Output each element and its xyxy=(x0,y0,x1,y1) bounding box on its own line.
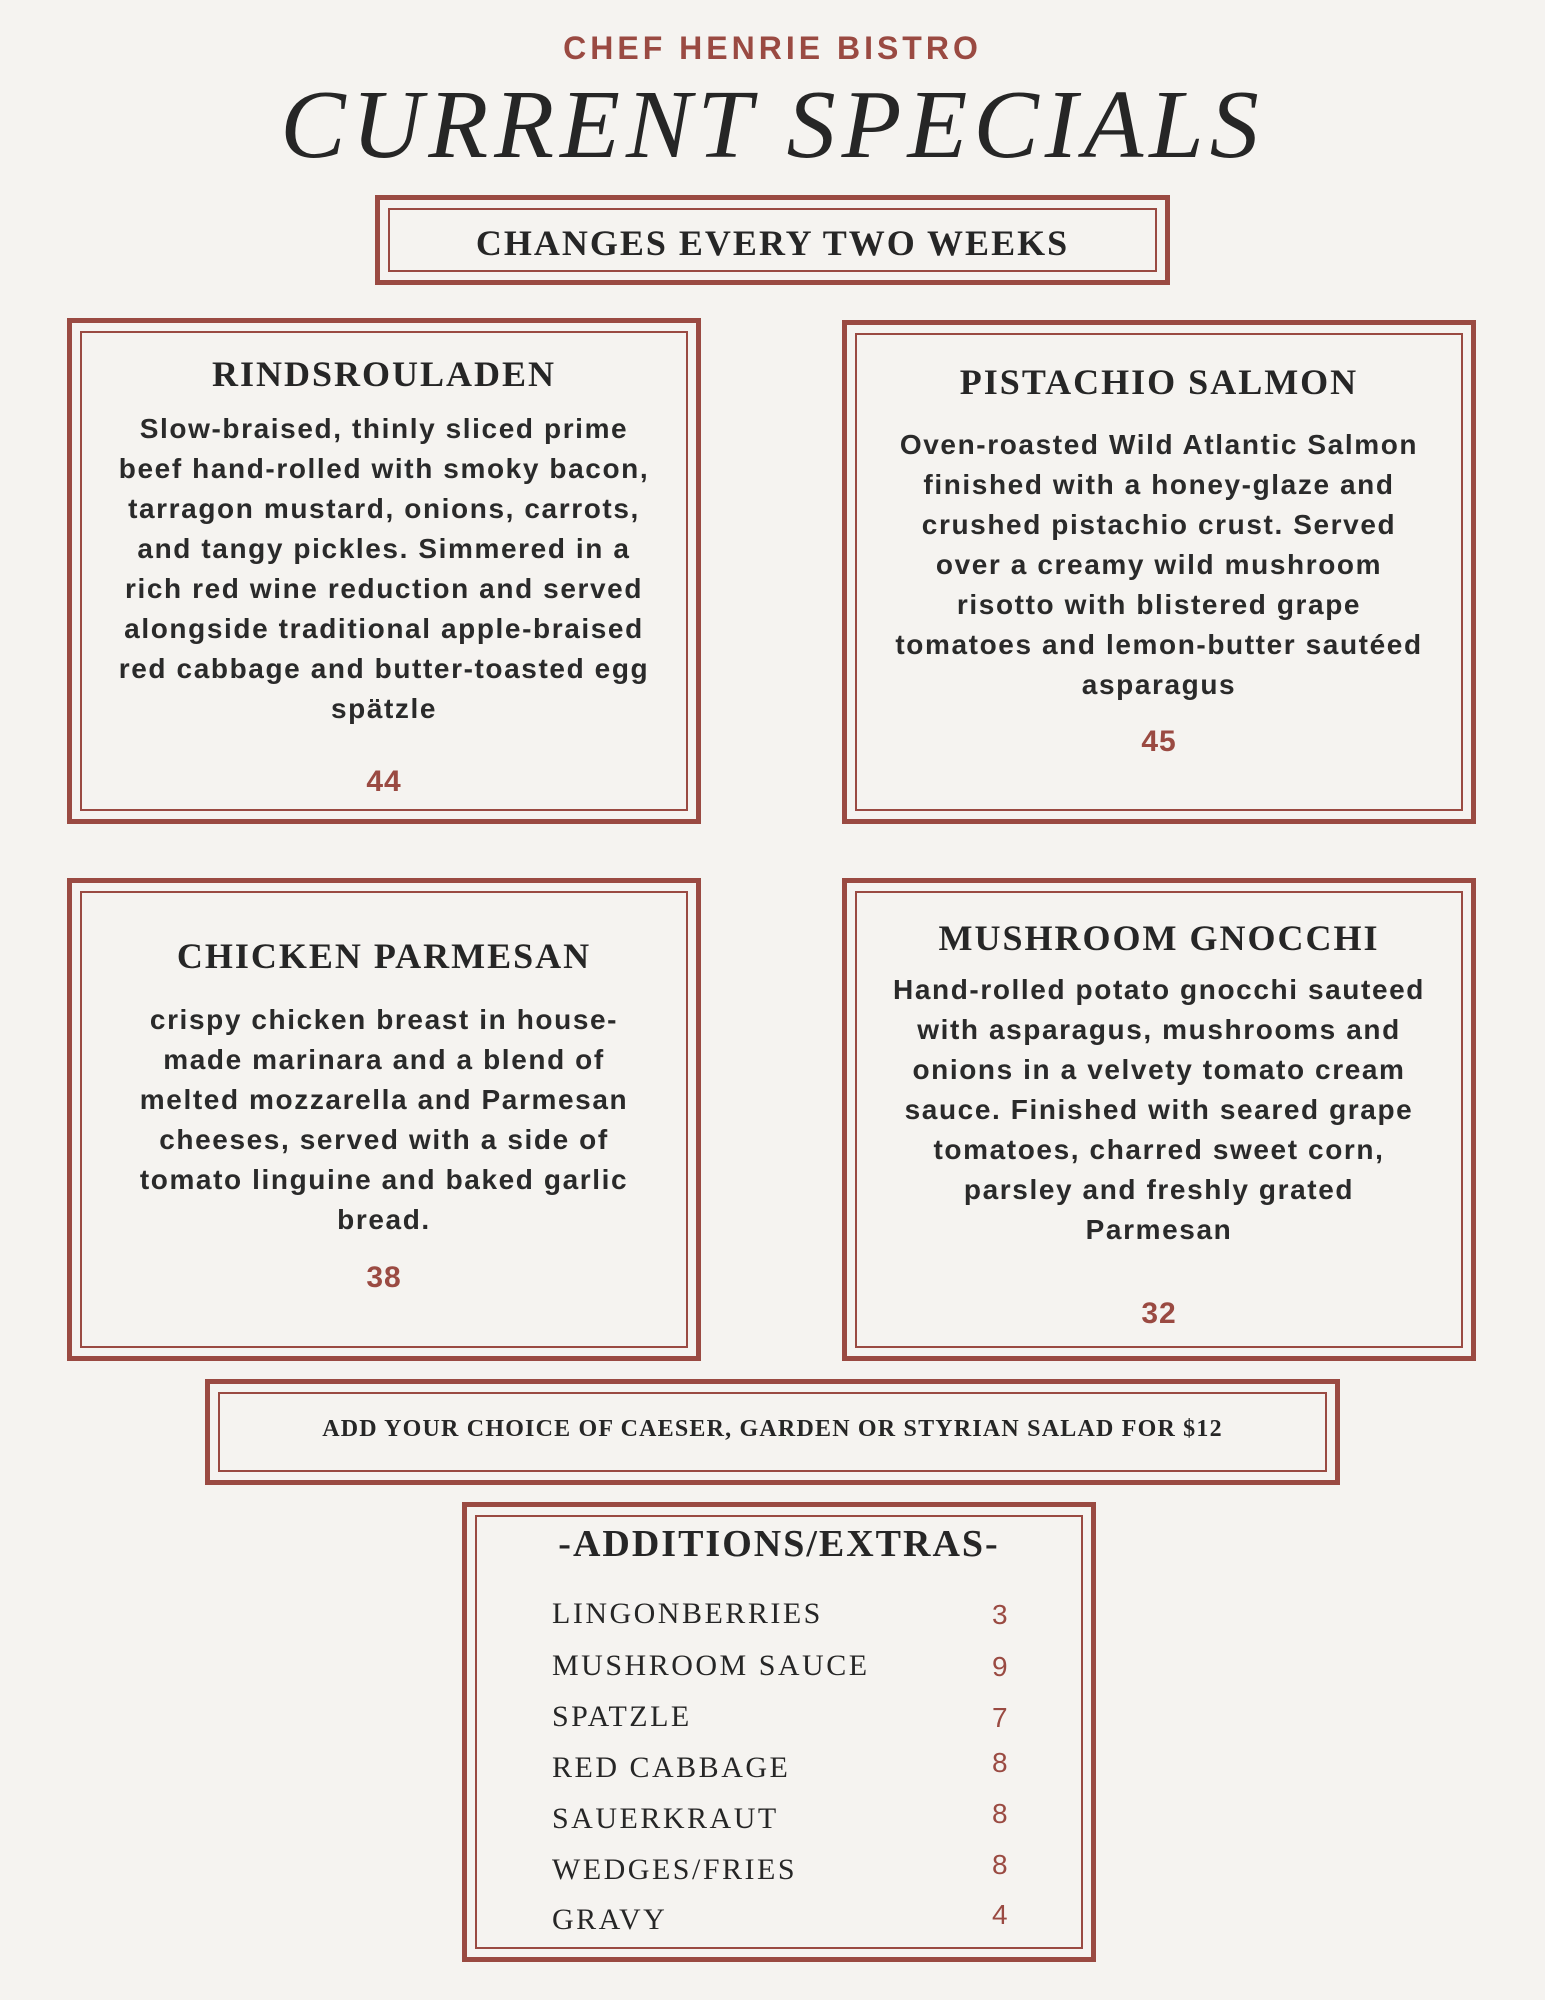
special-card-pistachio-salmon xyxy=(842,320,1476,824)
dish-description: crispy chicken breast in house-made marinara and a blend of melted mozzarella and Parmesan cheeses, served with a side of tomato linguine and baked garlic bread. xyxy=(139,1004,629,1235)
salad-note-banner xyxy=(205,1379,1340,1485)
restaurant-name: CHEF HENRIE BISTRO xyxy=(563,30,982,66)
addition-name: SAUERKRAUT xyxy=(552,1802,779,1835)
addition-price: 4 xyxy=(992,1899,1008,1930)
addition-item xyxy=(552,1798,1011,1842)
addition-name: RED CABBAGE xyxy=(552,1751,791,1784)
additions-title: -ADDITIONS/EXTRAS- xyxy=(558,1523,1000,1565)
addition-name: MUSHROOM SAUCE xyxy=(552,1649,870,1682)
addition-item xyxy=(552,1597,1011,1637)
dish-description: Slow-braised, thinly sliced prime beef hand-rolled with smoky bacon, tarragon mustard, onions, carrots, and tangy pickles. Simmered in a rich red wine reduction and served alongside traditional apple-braised red cabbage and butter-toasted egg spätzle xyxy=(118,413,650,724)
special-card-chicken-parmesan xyxy=(67,878,701,1361)
subtitle-text: CHANGES EVERY TWO WEEKS xyxy=(475,223,1070,263)
addition-price: 9 xyxy=(992,1651,1008,1682)
addition-name: GRAVY xyxy=(552,1903,668,1936)
dish-name: PISTACHIO SALMON xyxy=(959,362,1359,402)
addition-name: WEDGES/FRIES xyxy=(552,1853,798,1886)
special-card-rindsrouladen xyxy=(67,318,701,824)
dish-description: Oven-roasted Wild Atlantic Salmon finished with a honey-glaze and crushed pistachio crust. Served over a creamy wild mushroom risotto with blistered grape tomatoes and lemon-butter sautéed asparagus xyxy=(895,429,1423,700)
addition-item xyxy=(552,1899,1011,1943)
addition-item xyxy=(552,1747,1011,1791)
addition-price: 7 xyxy=(992,1702,1008,1733)
dish-price: 32 xyxy=(1141,1297,1177,1330)
dish-description: Hand-rolled potato gnocchi sauteed with asparagus, mushrooms and onions in a velvety tomato cream sauce. Finished with seared grape tomatoes, charred sweet corn, parsley and freshly grated Parmesan xyxy=(893,974,1425,1245)
salad-note: ADD YOUR CHOICE OF CAESER, GARDEN OR STYRIAN SALAD FOR $12 xyxy=(322,1416,1223,1442)
dish-price: 38 xyxy=(366,1261,402,1294)
addition-price: 3 xyxy=(992,1599,1008,1630)
page-title: CURRENT SPECIALS xyxy=(280,71,1265,179)
addition-price: 8 xyxy=(992,1798,1008,1829)
addition-item xyxy=(552,1849,1011,1893)
addition-name: LINGONBERRIES xyxy=(552,1597,823,1630)
dish-name: MUSHROOM GNOCCHI xyxy=(938,918,1380,958)
special-card-mushroom-gnocchi xyxy=(842,878,1476,1361)
addition-item xyxy=(552,1700,1011,1740)
addition-price: 8 xyxy=(992,1747,1008,1778)
additions-box xyxy=(462,1502,1096,1962)
addition-item xyxy=(552,1649,1011,1689)
dish-price: 44 xyxy=(366,765,402,798)
addition-price: 8 xyxy=(992,1849,1008,1880)
subtitle-banner xyxy=(375,195,1170,285)
addition-name: SPATZLE xyxy=(552,1700,692,1733)
dish-name: CHICKEN PARMESAN xyxy=(176,936,592,976)
dish-price: 45 xyxy=(1141,725,1177,758)
dish-name: RINDSROULADEN xyxy=(211,354,557,394)
